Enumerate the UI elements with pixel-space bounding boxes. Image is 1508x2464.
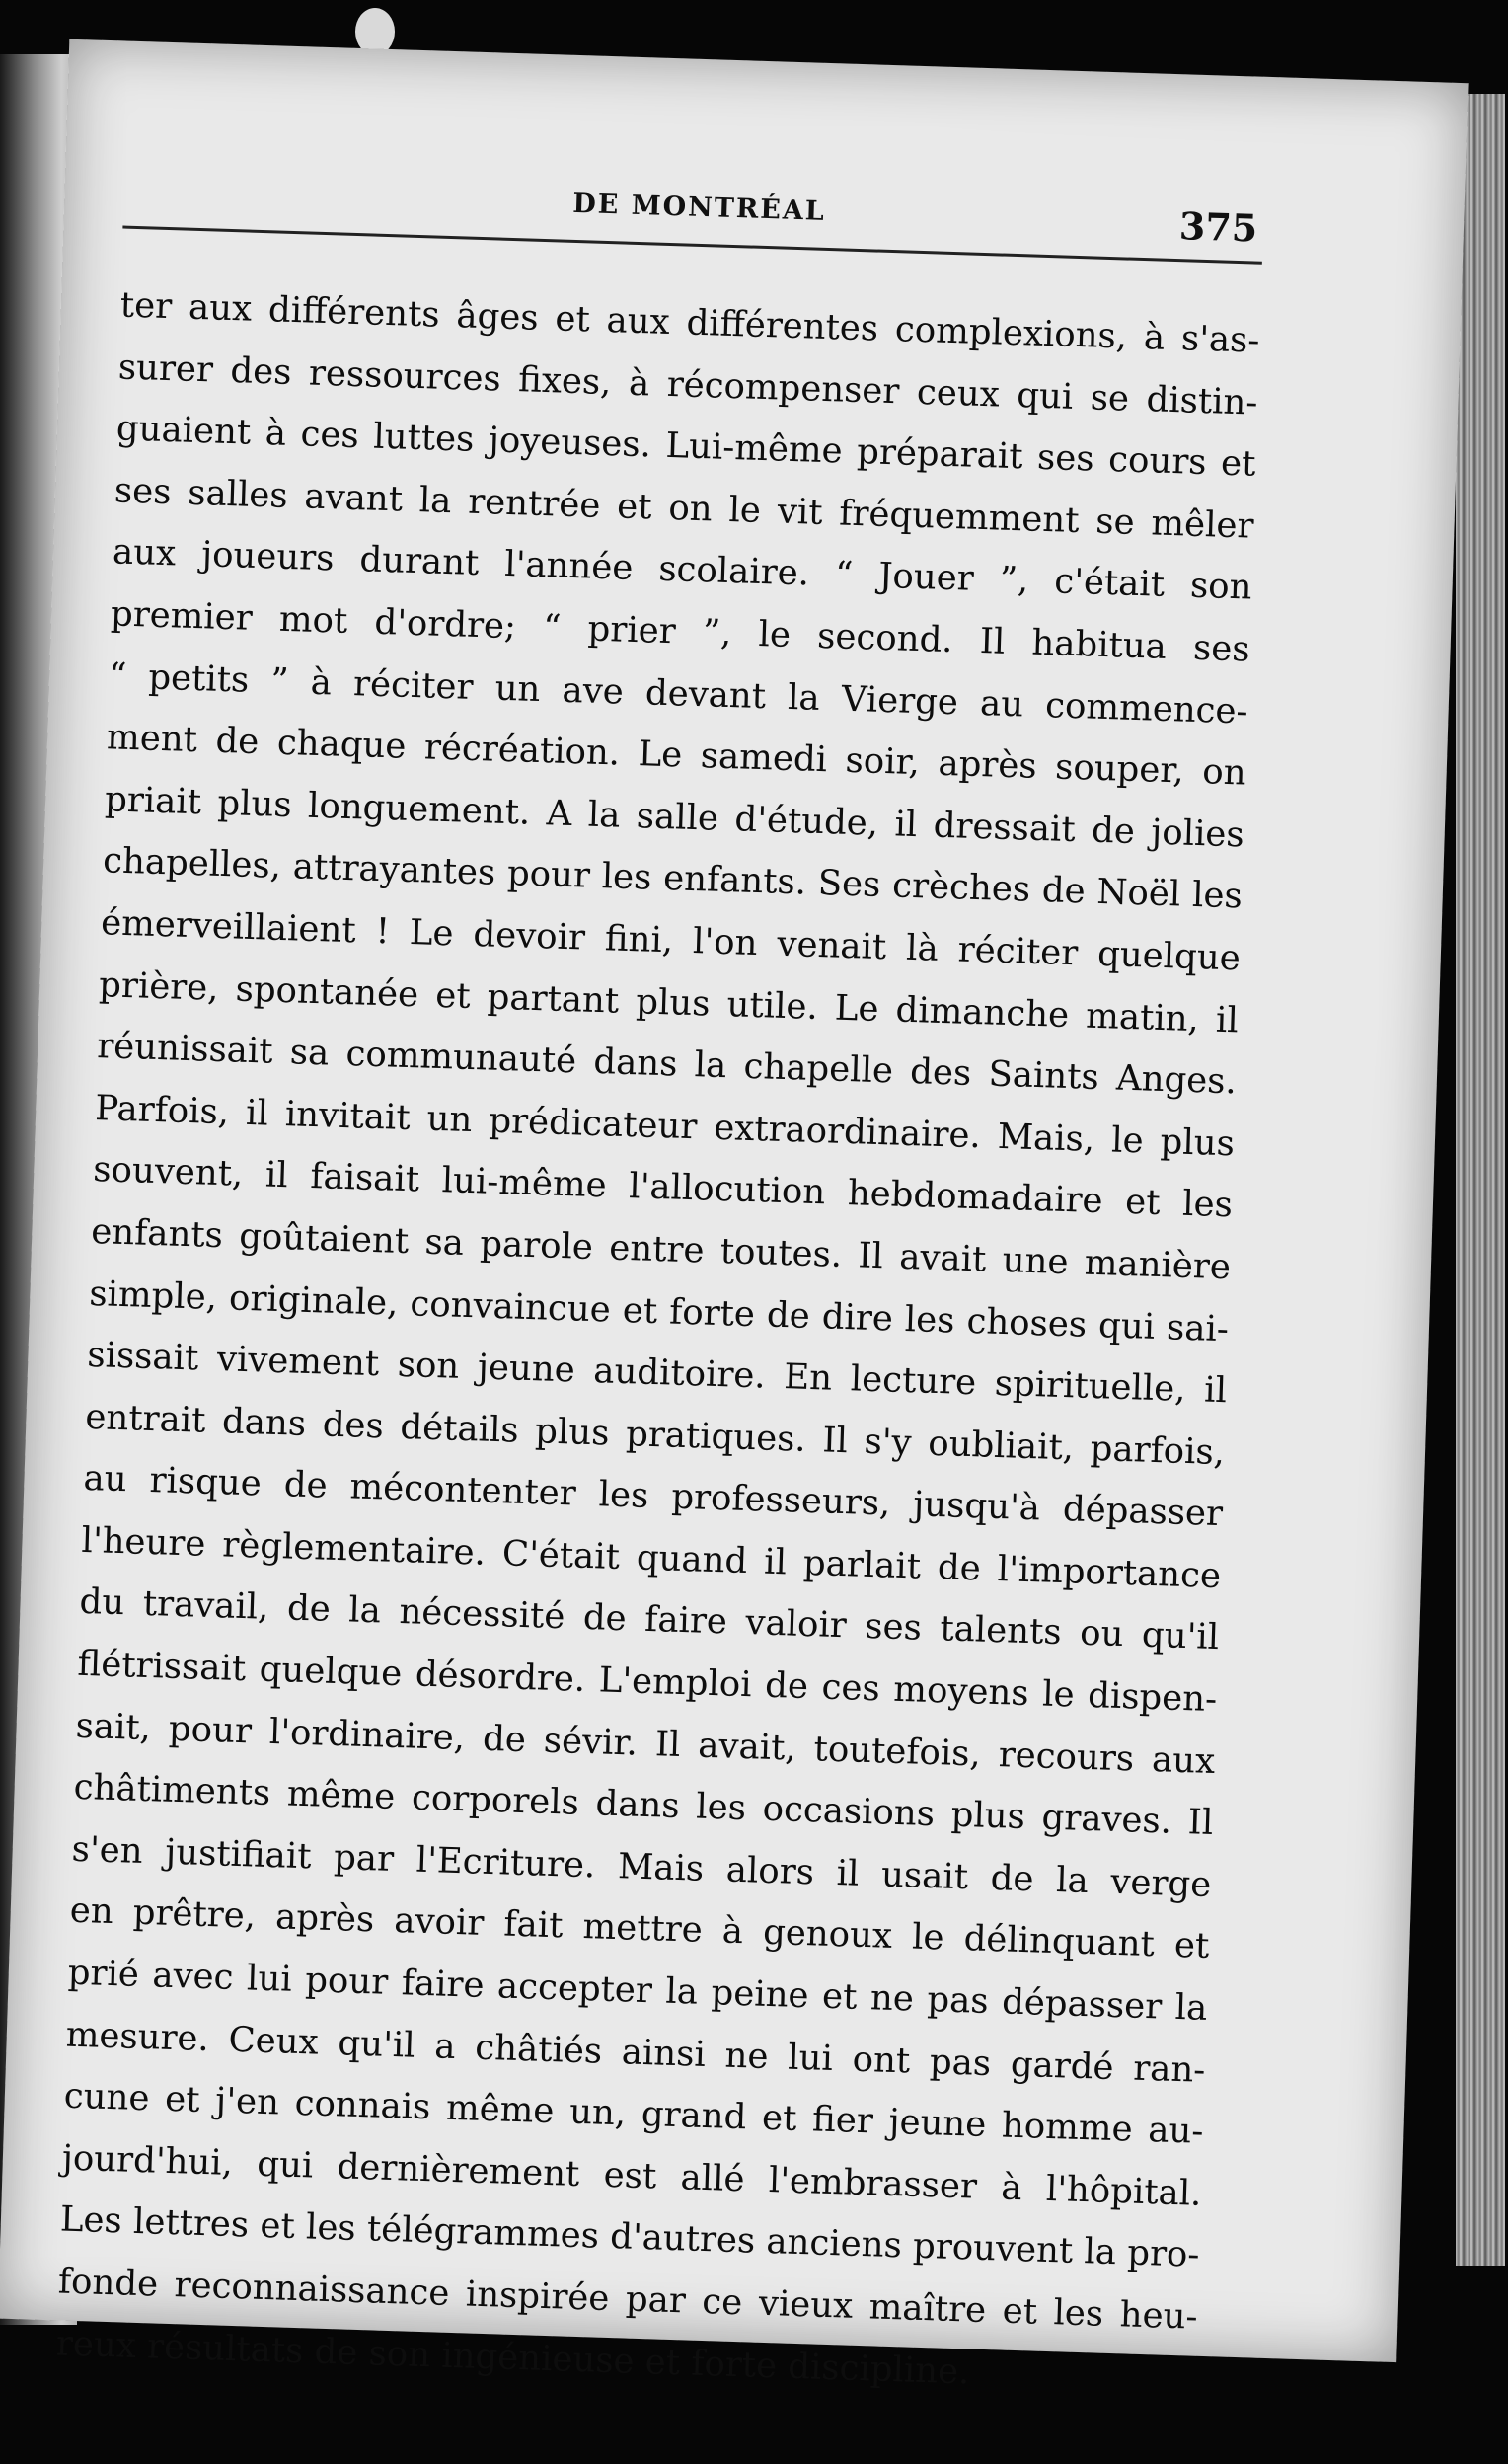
text-line: ses salles avant la rentrée et on le vit fréquemment se mêler bbox=[113, 470, 1255, 547]
book-page bbox=[0, 39, 1469, 2393]
text-line: fonde reconnaissance inspirée par ce vieux maître et les heu- bbox=[57, 2261, 1199, 2338]
text-line: priait plus longuement. A la salle d'étude, il dressait de jolies bbox=[104, 778, 1245, 856]
text-line: Les lettres et les télégrammes d'autres anciens prouvent la pro- bbox=[59, 2198, 1201, 2276]
text-line: ter aux différents âges et aux différentes complexions, à s'as- bbox=[119, 284, 1260, 361]
text-line: chapelles, attrayantes pour les enfants. Ses crèches de Noël les bbox=[102, 840, 1244, 917]
text-line: prière, spontanée et partant plus utile. Le dimanche matin, il bbox=[98, 963, 1240, 1040]
text-line: en prêtre, après avoir fait mettre à genoux le délinquant et bbox=[69, 1890, 1210, 1967]
text-line: surer des ressources fixes, à récompenser ceux qui se distin- bbox=[117, 346, 1259, 424]
running-head: DE MONTRÉAL bbox=[571, 188, 827, 227]
page-content bbox=[55, 175, 1263, 2411]
text-line: réunissait sa communauté dans la chapelle des Saints Anges. bbox=[96, 1026, 1238, 1103]
page-number: 375 bbox=[1178, 203, 1258, 251]
text-line: reux résultats de son ingénieuse et forte discipline. bbox=[55, 2323, 971, 2393]
text-line: premier mot d'ordre; “ prier ”, le second. Il habitua ses bbox=[110, 593, 1251, 670]
text-line: guaient à ces luttes joyeuses. Lui-même préparait ses cours et bbox=[115, 408, 1257, 485]
text-line: entrait dans des détails plus pratiques. Il s'y oubliait, parfois, bbox=[84, 1396, 1226, 1473]
header-rule bbox=[122, 226, 1262, 265]
text-line: sait, pour l'ordinaire, de sévir. Il avait, toutefois, recours aux bbox=[75, 1705, 1216, 1782]
page-header bbox=[122, 175, 1264, 289]
text-line: prié avec lui pour faire accepter la peine et ne pas dépasser la bbox=[67, 1952, 1208, 2029]
text-line: au risque de mécontenter les professeurs, jusqu'à dépasser bbox=[82, 1458, 1224, 1535]
text-line: ment de chaque récréation. Le samedi soir, après souper, on bbox=[106, 717, 1247, 794]
text-line: s'en justifiait par l'Ecriture. Mais alors il usait de la verge bbox=[71, 1828, 1212, 1905]
text-line: flétrissait quelque désordre. L'emploi de ces moyens le dispen- bbox=[77, 1643, 1218, 1721]
text-line: émerveillaient ! Le devoir fini, l'on venait là réciter quelque bbox=[100, 902, 1242, 979]
text-line: sissait vivement son jeune auditoire. En lecture spirituelle, il bbox=[86, 1335, 1228, 1412]
text-line: du travail, de la nécessité de faire valoir ses talents ou qu'il bbox=[78, 1581, 1220, 1658]
right-page-stack-edge bbox=[1456, 94, 1505, 2266]
text-line: châtiments même corporels dans les occasions plus graves. Il bbox=[73, 1767, 1214, 1844]
text-line: simple, originale, convaincue et forte de dire les choses qui sai- bbox=[88, 1272, 1230, 1349]
body-paragraph bbox=[55, 274, 1260, 2410]
text-line: “ petits ” à réciter un ave devant la Vierge au commence- bbox=[108, 654, 1249, 732]
text-line: cune et j'en connais même un, grand et fier jeune homme au- bbox=[63, 2075, 1204, 2153]
text-line: mesure. Ceux qu'il a châtiés ainsi ne lui ont pas gardé ran- bbox=[65, 2014, 1206, 2091]
text-line: souvent, il faisait lui-même l'allocution hebdomadaire et les bbox=[92, 1149, 1234, 1226]
text-line: aux joueurs durant l'année scolaire. “ Jouer ”, c'était son bbox=[112, 531, 1253, 609]
text-line: enfants goûtaient sa parole entre toutes. Il avait une manière bbox=[90, 1210, 1232, 1288]
text-line: l'heure règlementaire. C'était quand il parlait de l'importance bbox=[80, 1519, 1222, 1597]
text-line: jourd'hui, qui dernièrement est allé l'embrasser à l'hôpital. bbox=[61, 2137, 1203, 2214]
text-line: Parfois, il invitait un prédicateur extraordinaire. Mais, le plus bbox=[94, 1087, 1236, 1165]
